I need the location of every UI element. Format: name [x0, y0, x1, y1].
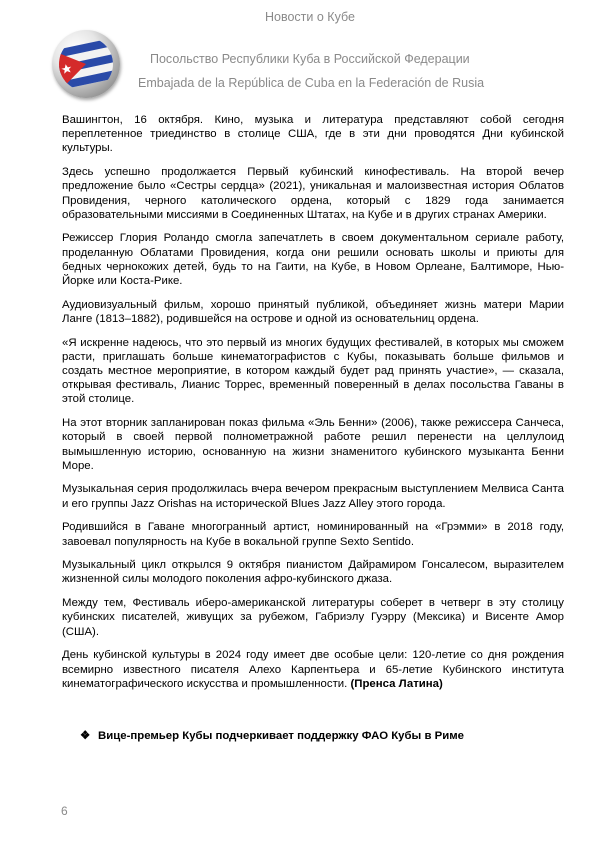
next-article-headline [80, 728, 464, 742]
paragraph: Музыкальная серия продолжилась вчера вечером прекрасным выступлением Мелвиса Санта и его группы Jazz Orishas на исторической Blues Jazz Alley этого города. [62, 483, 564, 510]
page-header [0, 0, 611, 110]
paragraph-final [62, 648, 564, 691]
diamond-bullet-icon: ❖ [80, 730, 91, 742]
paragraph: Здесь успешно продолжается Первый кубинский кинофестиваль. На второй вечер предложение было «Сестры сердца» (2021), уникальная и малоизвестная история Облатов Провидения, черного католического ордена, который с 1829 года занимается образовательными миссиями в Соединенных Штатах, на Кубе и в других странах Америки. [62, 166, 564, 221]
paragraph: Музыкальный цикл открылся 9 октября пианистом Дайрамиром Гонсалесом, выразителем жизненной силы молодого поколения афро-кубинского джаза. [62, 559, 564, 586]
paragraph: Аудиовизуальный фильм, хорошо принятый публикой, объединяет жизнь матери Марии Ланге (1813–1882), родившейся на острове и одной из основательниц ордена. [62, 298, 564, 325]
paragraph: Родившийся в Гаване многогранный артист, номинированный на «Грэмми» в 2018 году, завоевал популярность на Кубе в вокальной группе Sexto Sentido. [62, 521, 564, 548]
next-headline-text: Вице-премьер Кубы подчеркивает поддержку ФАО Кубы в Риме [98, 730, 464, 742]
header-embassy-es: Embajada de la República de Cuba en la Federación de Rusia [138, 76, 485, 90]
header-title: Новости о Кубе [265, 10, 355, 24]
paragraph: На этот вторник запланирован показ фильма «Эль Бенни» (2006), также режиссера Санчеса, который в своей первой полнометражной работе решил перенести на целлулоид вымышленную историю, основанную на жизни знаменитого кубинского музыканта Бенни Море. [62, 417, 564, 472]
paragraph: Между тем, Фестиваль иберо-американской литературы соберет в четверг в эту столицу кубинских писателей, живущих за рубежом, Габриэлу Гуэрру (Мексика) и Висенте Амор (США). [62, 597, 564, 638]
source-credit: (Пренса Латина) [350, 677, 443, 690]
final-paragraph-text: День кубинской культуры в 2024 году имеет две особые цели: 120-летие со дня рождения всемирно известного писателя Алехо Карпентьера и 65-летие Кубинского института кинематографического искусства и промышленности. [62, 649, 564, 690]
paragraph: Режиссер Глория Роландо смогла запечатлеть в своем документальном сериале работу, проделанную Облатами Провидения, когда они решили основать школы и приюты для бедных чернокожих детей, будь то на Гаити, на Кубе, в Новом Орлеане, Балтиморе, Нью-Йорке или Коста-Рике. [62, 232, 564, 288]
header-embassy-ru: Посольство Республики Куба в Российской Федерации [150, 52, 470, 66]
page-number: 6 [61, 804, 68, 818]
cuba-flag-logo-icon [52, 30, 120, 98]
article-body [62, 113, 564, 705]
paragraph: Вашингтон, 16 октября. Кино, музыка и литература представляют собой сегодня переплетенное триединство в столице США, где в эти дни проводятся Дни кубинской культуры. [62, 114, 564, 155]
paragraph: «Я искренне надеюсь, что это первый из многих будущих фестивалей, в которых мы сможем расти, приглашать больше кинематографистов с Кубы, показывать больше фильмов и создать местное мероприятие, в котором каждый будет рад принять участие», — сказала, открывая фестиваль, Лианис Торрес, временный поверенный в делах посольства Гаваны в этой столице. [62, 336, 564, 406]
